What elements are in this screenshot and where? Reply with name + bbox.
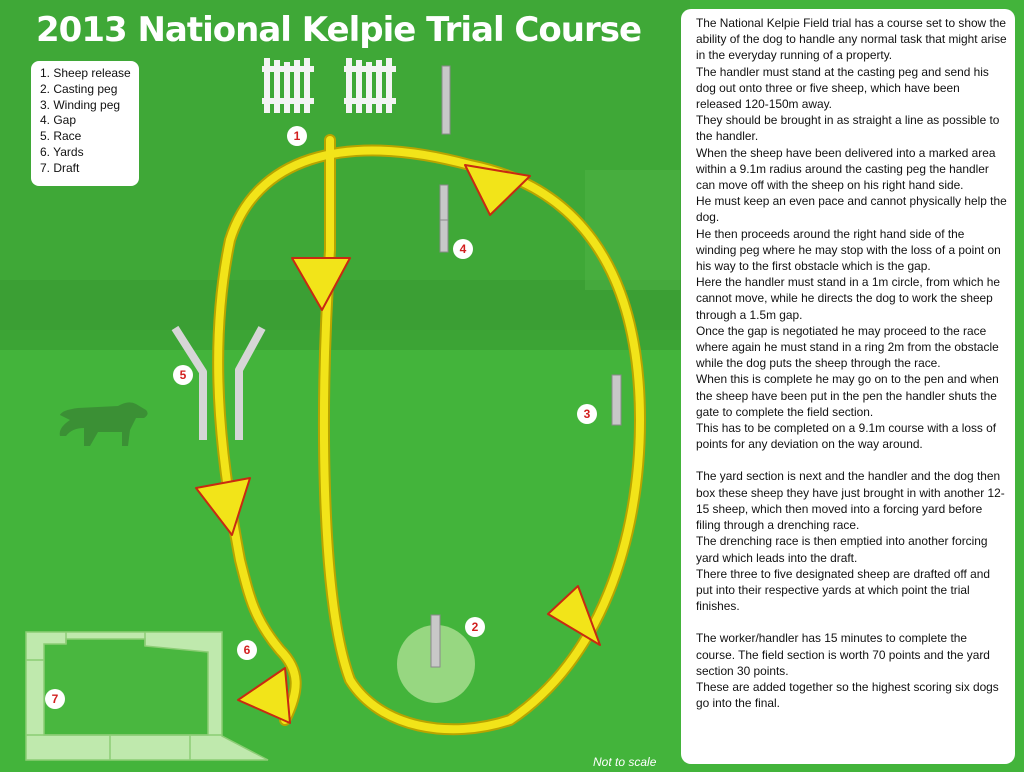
release-fence-left — [262, 58, 314, 113]
marker-winding-peg: 3 — [577, 404, 597, 424]
scale-note: Not to scale — [593, 755, 657, 769]
legend-item: 6. Yards — [40, 144, 84, 159]
casting-peg — [431, 615, 440, 667]
description-paragraph: The drenching race is then emptied into another forcing yard which leads into the draft. — [696, 534, 988, 565]
description-paragraph: Here the handler must stand in a 1m circle, from which he cannot move, while he directs the dog to work the sheep through a 1.5m gap. — [696, 275, 1001, 322]
marker-draft: 7 — [45, 689, 65, 709]
description-panel — [681, 9, 1015, 764]
legend-item: 4. Gap — [40, 113, 77, 128]
marker-yards: 6 — [237, 640, 257, 660]
description-paragraph: He then proceeds around the right hand side of the winding peg where he may stop with the loss of a point on his way to the first obstacle which is the gap. — [696, 226, 1001, 274]
gap-peg-lower — [440, 220, 448, 252]
description-paragraph: This has to be completed on a 9.1m course with a loss of points for any deviation on the way around. — [696, 421, 997, 452]
legend-item: 7. Draft — [40, 160, 80, 175]
legend-item: 3. Winding peg — [40, 97, 121, 112]
description-paragraph: These are added together so the highest scoring six dogs go into the final. — [696, 679, 999, 711]
release-fence-right — [344, 58, 396, 113]
top-peg — [442, 66, 450, 134]
description-paragraph: The National Kelpie Field trial has a course set to show the ability of the dog to handle any normal task that might arise in the everyday running of a property. — [696, 16, 1007, 63]
marker-sheep-release: 1 — [287, 126, 307, 146]
winding-peg — [612, 375, 621, 425]
gap-peg-upper — [440, 185, 448, 220]
description-paragraph: He must keep an even pace and cannot physically help the dog. — [696, 194, 1007, 225]
legend-box — [31, 61, 139, 186]
description-paragraph: They should be brought in as straight a line as possible to the handler. — [696, 113, 1000, 144]
page-title: 2013 National Kelpie Trial Course — [36, 10, 642, 50]
description-paragraph: The handler must stand at the casting peg and send his dog out onto three or five sheep, which have been released 120-150m away. — [696, 64, 989, 112]
description-paragraph: The worker/handler has 15 minutes to complete the course. The field section is worth 70 points and the yard section 30 points. — [696, 631, 990, 678]
marker-race: 5 — [173, 365, 193, 385]
description-paragraph: The yard section is next and the handler and the dog then box these sheep they have just brought in with another 12-15 sheep, which then moved into a forcing yard before filing through a drenching race. — [696, 469, 1005, 533]
fence-band — [0, 280, 690, 350]
description-paragraph: When this is complete he may go on to the pen and when the sheep have been put in the pen the handler shuts the gate to complete the field section. — [696, 372, 999, 419]
description-paragraph: Once the gap is negotiated he may proceed to the race where again he must stand in a ring 2m from the obstacle while the dog puts the sheep through the race. — [696, 323, 999, 371]
marker-casting-peg: 2 — [465, 617, 485, 637]
description-paragraph: When the sheep have been delivered into a marked area within a 9.1m radius around the casting peg the handler can move off with the sheep on his right hand side. — [696, 145, 996, 193]
marker-gap: 4 — [453, 239, 473, 259]
legend-item: 5. Race — [40, 129, 82, 144]
legend-item: 2. Casting peg — [40, 81, 118, 96]
description-paragraph: There three to five designated sheep are drafted off and put into their respective yards at which point the trial finishes. — [696, 566, 990, 614]
building-shape — [585, 170, 680, 290]
legend-item: 1. Sheep release — [40, 66, 131, 80]
